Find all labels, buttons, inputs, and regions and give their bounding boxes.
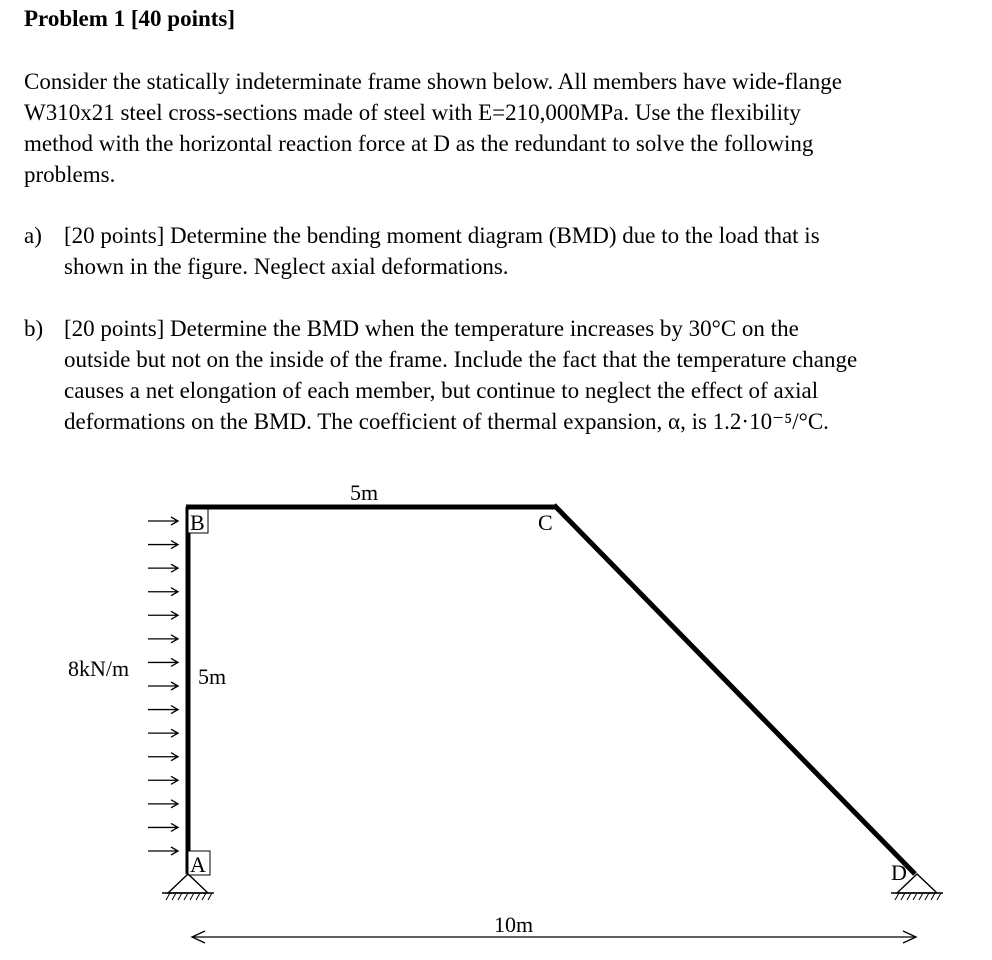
- load-arrow: [148, 753, 178, 761]
- load-arrow: [148, 635, 178, 643]
- part-b-line-3: causes a net elongation of each member, but continue to neglect the effect of axial: [64, 378, 819, 403]
- problem-title: Problem 1 [40 points]: [24, 6, 236, 31]
- load-arrow: [148, 564, 178, 572]
- load-arrow: [148, 776, 178, 784]
- part-a-marker: a): [24, 223, 42, 248]
- load-arrow: [148, 611, 178, 619]
- intro-line-2: W310x21 steel cross-sections made of steel with E=210,000MPa. Use the flexibility: [24, 100, 801, 125]
- load-arrow: [148, 847, 178, 855]
- load-arrow: [148, 658, 178, 666]
- intro-line-1: Consider the statically indeterminate frame shown below. All members have wide-flange: [24, 69, 842, 94]
- load-arrow: [148, 706, 178, 714]
- load-arrow: [148, 588, 178, 596]
- node-a-label: A: [190, 852, 206, 877]
- node-c-label: C: [538, 510, 553, 535]
- load-arrow: [148, 729, 178, 737]
- load-arrow: [148, 682, 178, 690]
- load-arrow: [148, 800, 178, 808]
- load-arrow: [148, 517, 178, 525]
- part-b-line-4: deformations on the BMD. The coefficient of thermal expansion, α, is 1.2·10⁻⁵/°C.: [64, 409, 829, 434]
- part-a-line-2: shown in the figure. Neglect axial deformations.: [64, 254, 509, 279]
- part-b-marker: b): [24, 316, 44, 341]
- node-d-label: D: [891, 860, 907, 885]
- part-b-line-2: outside but not on the inside of the frame. Include the fact that the temperature change: [64, 347, 858, 372]
- dim-base-span: 10m: [494, 912, 534, 937]
- dim-column-height: 5m: [198, 664, 227, 689]
- member-cd: [554, 505, 915, 874]
- dim-top-span: 5m: [350, 480, 379, 505]
- intro-line-3: method with the horizontal reaction force at D as the redundant to solve the following: [24, 131, 814, 156]
- load-arrow: [148, 541, 178, 549]
- load-label: 8kN/m: [68, 656, 130, 681]
- part-a-line-1: [20 points] Determine the bending moment diagram (BMD) due to the load that is: [64, 223, 820, 248]
- node-b-label: B: [190, 510, 205, 535]
- load-arrow: [148, 823, 178, 831]
- intro-line-4: problems.: [24, 162, 116, 187]
- distributed-load-arrows: [148, 517, 178, 855]
- part-b-line-1: [20 points] Determine the BMD when the temperature increases by 30°C on the: [64, 316, 799, 341]
- pin-support-a: [162, 874, 214, 900]
